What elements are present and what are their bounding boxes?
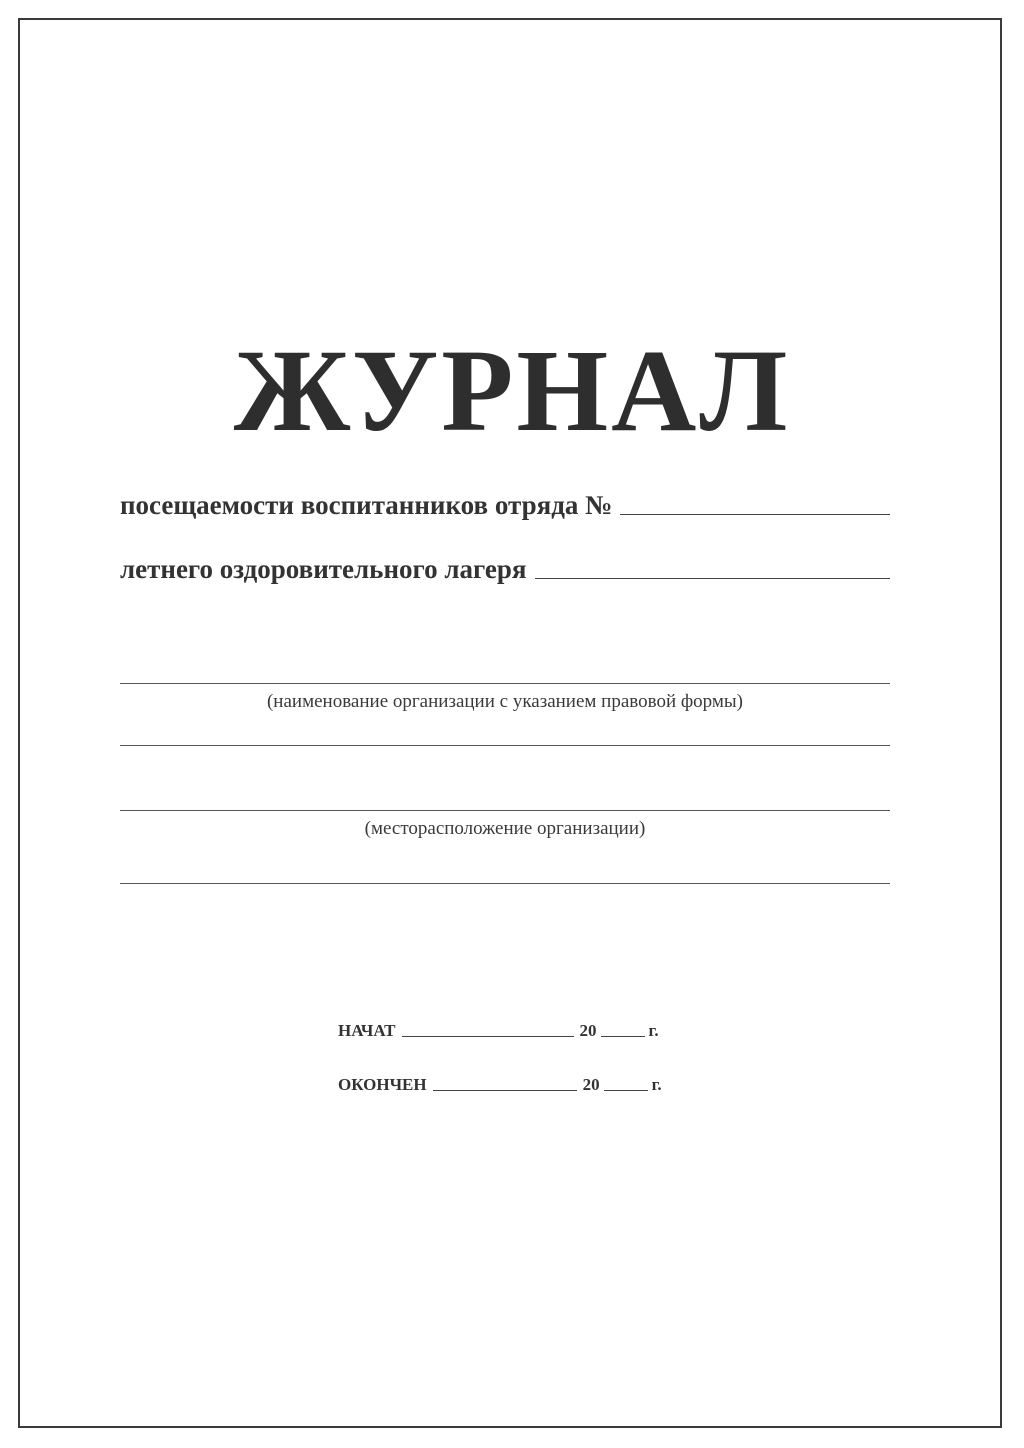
started-date-row bbox=[338, 1022, 659, 1039]
organization-location-field[interactable] bbox=[120, 810, 890, 811]
started-year-field[interactable] bbox=[601, 1036, 645, 1037]
finished-year-field[interactable] bbox=[604, 1090, 648, 1091]
document-title: ЖУРНАЛ bbox=[233, 325, 791, 456]
finished-year-prefix: 20 bbox=[582, 1075, 600, 1094]
finished-date-field[interactable] bbox=[433, 1090, 577, 1091]
started-label: НАЧАТ bbox=[338, 1021, 396, 1040]
squad-number-label: посещаемости воспитанников отряда № bbox=[120, 490, 613, 520]
camp-name-label: летнего оздоровительного лагеря bbox=[120, 554, 527, 584]
finished-date-row bbox=[338, 1076, 662, 1093]
finished-label: ОКОНЧЕН bbox=[338, 1075, 427, 1094]
organization-location-field-2[interactable] bbox=[120, 883, 890, 884]
organization-name-caption: (наименование организации с указанием правовой формы) bbox=[266, 691, 744, 712]
page-border bbox=[18, 18, 1002, 1428]
started-date-field[interactable] bbox=[402, 1036, 574, 1037]
squad-number-row bbox=[120, 492, 890, 519]
camp-name-row bbox=[120, 556, 890, 583]
started-year-suffix: г. bbox=[648, 1021, 659, 1040]
started-year-prefix: 20 bbox=[579, 1021, 597, 1040]
finished-year-suffix: г. bbox=[651, 1075, 662, 1094]
organization-location-caption: (месторасположение организации) bbox=[364, 818, 646, 839]
organization-name-field-2[interactable] bbox=[120, 745, 890, 746]
camp-name-field[interactable] bbox=[535, 578, 890, 579]
organization-name-field[interactable] bbox=[120, 683, 890, 684]
squad-number-field[interactable] bbox=[620, 514, 890, 515]
